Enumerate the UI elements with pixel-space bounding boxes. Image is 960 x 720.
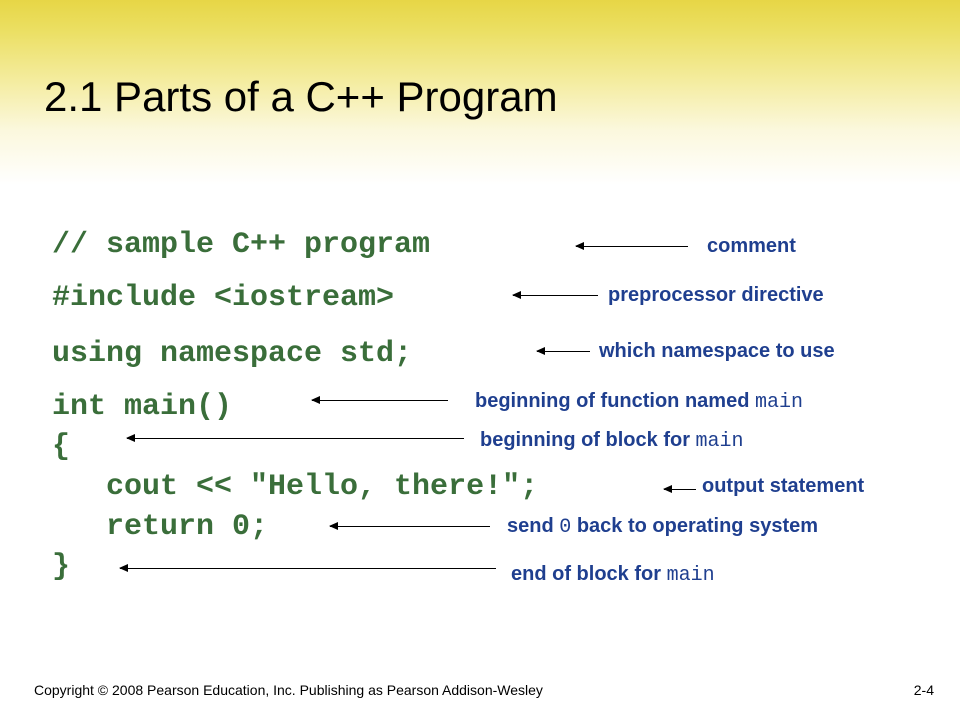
- code-line-cout: cout << "Hello, there!";: [52, 470, 539, 504]
- page-number: 2-4: [913, 682, 934, 698]
- annotation-text: send: [507, 515, 560, 537]
- annotation-block-end: [511, 564, 715, 586]
- code-line-include: #include <iostream>: [52, 281, 395, 315]
- annotation-namespace: which namespace to use: [599, 340, 835, 362]
- slide-title: 2.1 Parts of a C++ Program: [44, 73, 558, 120]
- code-line-return: return 0;: [52, 510, 269, 544]
- arrow-to-open-brace: [127, 438, 464, 439]
- annotation-text: back to operating system: [571, 515, 819, 537]
- code-line-comment: // sample C++ program: [52, 228, 431, 262]
- arrow-to-comment: [576, 246, 688, 247]
- annotation-code: main: [666, 564, 715, 587]
- code-line-using: using namespace std;: [52, 337, 413, 371]
- code-line-open-brace: {: [52, 430, 71, 464]
- annotation-code: 0: [559, 516, 572, 539]
- annotation-return: [507, 516, 818, 538]
- annotation-block-begin: [480, 430, 744, 452]
- arrow-to-include: [513, 295, 598, 296]
- arrow-to-close-brace: [120, 568, 496, 569]
- annotation-comment: comment: [707, 235, 796, 257]
- arrow-to-using: [537, 351, 590, 352]
- code-line-main: int main(): [52, 390, 233, 424]
- annotation-text: end of block for: [511, 563, 667, 585]
- annotation-text: beginning of block for: [480, 429, 696, 451]
- annotation-code: main: [695, 430, 744, 453]
- annotation-function-begin: [475, 391, 803, 413]
- annotation-text: beginning of function named: [475, 390, 755, 412]
- arrow-to-return: [330, 526, 490, 527]
- annotation-output: output statement: [702, 475, 865, 497]
- arrow-to-main: [312, 400, 448, 401]
- copyright-footer: Copyright © 2008 Pearson Education, Inc. Publishing as Pearson Addison-Wesley: [34, 682, 543, 698]
- annotation-preprocessor: preprocessor directive: [608, 284, 824, 306]
- code-line-close-brace: }: [52, 550, 71, 584]
- arrow-to-cout: [664, 489, 696, 490]
- annotation-code: main: [754, 391, 803, 414]
